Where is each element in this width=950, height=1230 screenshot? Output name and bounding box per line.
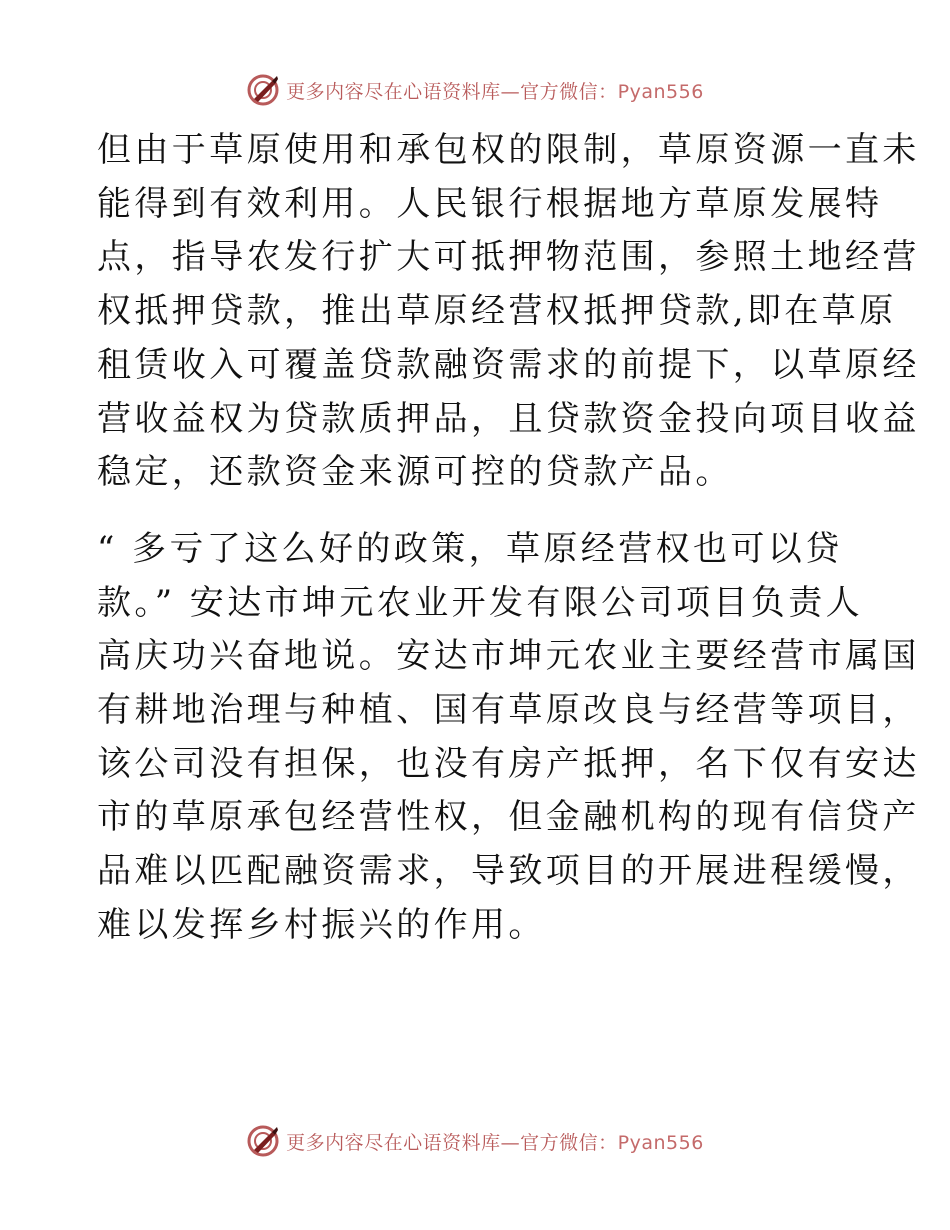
banner-text: 更多内容尽在心语资料库—官方微信：Pyan556 — [286, 80, 704, 103]
text-line: 品难以匹配融资需求，导致项目的开展进程缓慢， — [97, 851, 920, 892]
text-line: 市的草原承包经营性权，但金融机构的现有信贷产 — [97, 797, 920, 838]
text-line: 该公司没有担保，也没有房产抵押，名下仅有安达 — [97, 743, 920, 784]
logo-icon — [246, 73, 280, 107]
text-line: 款。” 安达市坤元农业开发有限公司项目负责人 — [97, 582, 863, 623]
text-line: 有耕地治理与种植、国有草原改良与经营等项目， — [97, 690, 920, 731]
wechat-id: Pyan556 — [617, 1131, 704, 1154]
header-banner — [0, 68, 950, 112]
text-line: 点，指导农发行扩大可抵押物范围，参照土地经营 — [97, 237, 920, 278]
wechat-id: Pyan556 — [617, 80, 704, 103]
banner-text: 更多内容尽在心语资料库—官方微信：Pyan556 — [286, 1131, 704, 1154]
text-line: 难以发挥乡村振兴的作用。 — [97, 904, 546, 945]
paragraph-1 — [97, 124, 920, 500]
text-line: “ 多亏了这么好的政策，草原经营权也可以贷 — [97, 528, 843, 569]
document-body — [97, 124, 920, 953]
text-line: 权抵押贷款，推出草原经营权抵押贷款,即在草原 — [97, 291, 897, 332]
text-line: 能得到有效利用。人民银行根据地方草原发展特 — [97, 183, 883, 224]
text-line: 稳定，还款资金来源可控的贷款产品。 — [97, 452, 733, 493]
text-line: 高庆功兴奋地说。安达市坤元农业主要经营市属国 — [97, 636, 920, 677]
paragraph-2 — [97, 523, 920, 953]
footer-banner — [0, 1119, 950, 1163]
text-line: 租赁收入可覆盖贷款融资需求的前提下，以草原经 — [97, 344, 920, 385]
logo-icon — [246, 1124, 280, 1158]
text-line: 但由于草原使用和承包权的限制，草原资源一直未 — [97, 130, 920, 170]
text-line: 营收益权为贷款质押品，且贷款资金投向项目收益 — [97, 398, 920, 439]
